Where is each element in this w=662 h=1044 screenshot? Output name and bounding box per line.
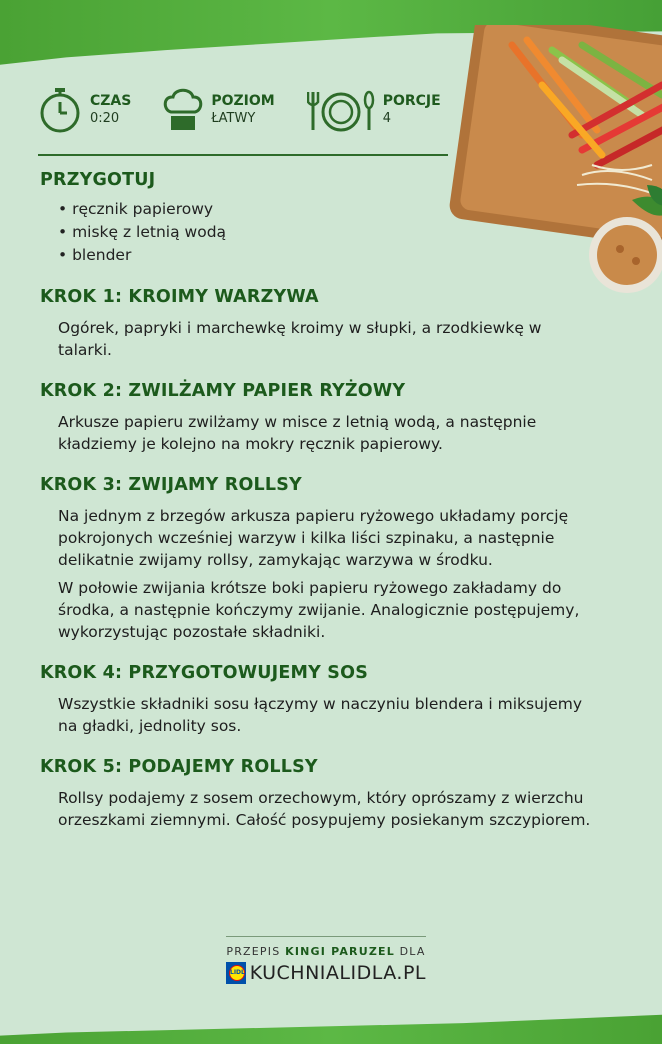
step-title: KROK 4: PRZYGOTOWUJEMY SOS [40, 663, 368, 683]
portions-label: PORCJE [382, 93, 441, 109]
level-info [163, 86, 274, 134]
list-item: • ręcznik papierowy [58, 198, 600, 221]
step-text: Arkusze papieru zwilżamy w misce z letnią wodą, a następnie kładziemy je kolejno na mokry ręcznik papierowy. [58, 413, 537, 453]
step-title: KROK 3: ZWIJAMY ROLLSY [40, 475, 302, 495]
time-label: CZAS [90, 93, 132, 109]
portions-info [307, 86, 441, 134]
footer [226, 936, 426, 984]
step-text: Na jednym z brzegów arkusza papieru ryżowego układamy porcję pokrojonych wcześniej warzyw i kilka liści szpinaku, a następnie delikatnie zwijamy rollsy, zamykając warzywa w środku. [58, 507, 569, 569]
step-1 [40, 285, 600, 361]
level-label: POZIOM [211, 93, 275, 109]
step-2 [40, 379, 600, 455]
step-3 [40, 473, 600, 643]
time-info [38, 86, 131, 134]
step-5 [40, 755, 600, 831]
step-text: Ogórek, papryki i marchewkę kroimy w słupki, a rzodkiewkę w talarki. [58, 319, 542, 359]
plate-cutlery-icon [307, 86, 375, 134]
stopwatch-icon [38, 86, 82, 134]
step-title: KROK 1: KROIMY WARZYWA [40, 287, 319, 307]
site-link[interactable]: KUCHNIALIDLA.PL [249, 962, 426, 984]
step-text: Wszystkie składniki sosu łączymy w naczyniu blendera i miksujemy na gładki, jednolity sos. [58, 695, 583, 735]
prepare-list [58, 198, 600, 267]
step-title: KROK 2: ZWILŻAMY PAPIER RYŻOWY [40, 381, 406, 401]
level-value: ŁATWY [211, 111, 256, 126]
author-credit [226, 945, 426, 958]
recipe-info-row [38, 82, 448, 138]
chef-hat-icon [163, 86, 203, 134]
step-text: Rollsy podajemy z sosem orzechowym, który oprószamy z wierzchu orzeszkami ziemnymi. Całość posypujemy posiekanym szczypiorem. [58, 789, 591, 829]
footer-divider [226, 936, 426, 937]
author-name: KINGI PARUZEL [285, 945, 395, 958]
step-text: W połowie zwijania krótsze boki papieru ryżowego zakładamy do środka, a następnie kończymy zwijanie. Analogicznie postępujemy, wykorzystując pozostałe składniki. [58, 579, 580, 641]
time-value: 0:20 [90, 111, 120, 126]
prepare-section [40, 168, 600, 267]
list-item: • miskę z letnią wodą [58, 221, 600, 244]
lidl-logo [226, 962, 246, 984]
credit-suffix: DLA [399, 945, 426, 958]
info-divider [38, 154, 448, 156]
portions-value: 4 [382, 111, 391, 126]
prepare-title: PRZYGOTUJ [40, 170, 156, 190]
credit-prefix: PRZEPIS [226, 945, 281, 958]
step-title: KROK 5: PODAJEMY ROLLSY [40, 757, 318, 777]
brand[interactable] [226, 962, 426, 984]
lidl-logo-text: LIDL [229, 965, 245, 981]
recipe-content [40, 168, 600, 831]
list-item: • blender [58, 244, 600, 267]
step-4 [40, 661, 600, 737]
